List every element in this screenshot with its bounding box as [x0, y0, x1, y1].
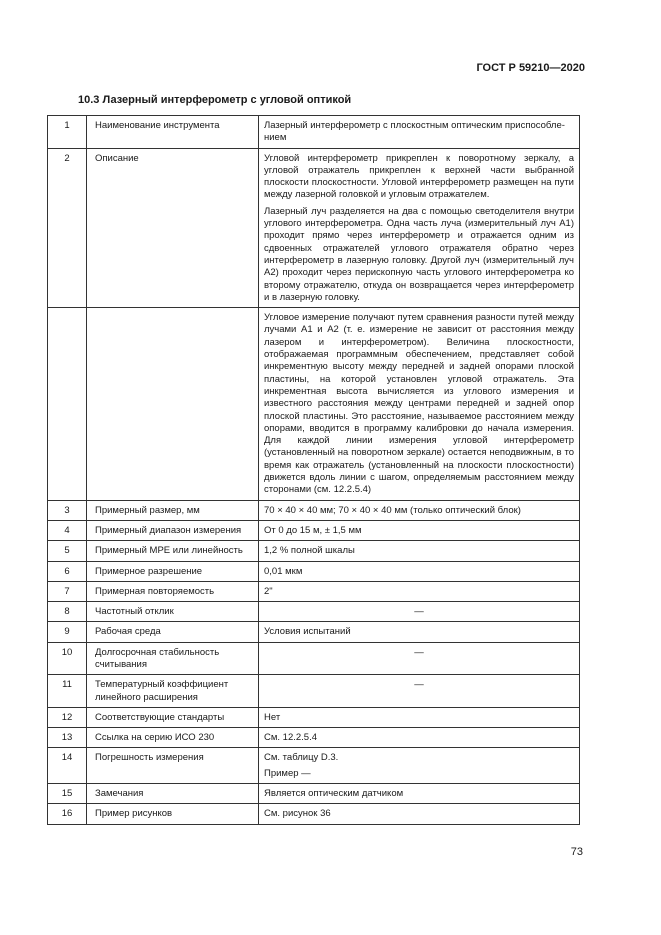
row-value: Является оптическим датчиком — [259, 784, 580, 804]
table-row — [48, 116, 580, 149]
row-number: 12 — [48, 707, 87, 727]
measurement-error-reference: См. таблицу D.3. — [264, 752, 339, 764]
row-name: Описание — [87, 148, 259, 308]
description-paragraph-1: Угловой интерферометр прикреплен к поворотному зеркалу, а угловой отражатель прикреплен к верхней части выбранной плоскости плоскостности. Угловой интерферометр размещен на пути между лазерной головкой и угловым отражателем. — [264, 152, 574, 201]
row-number: 8 — [48, 602, 87, 622]
table-row — [48, 622, 580, 642]
table-row — [48, 707, 580, 727]
table-row — [48, 148, 580, 308]
row-number: 4 — [48, 520, 87, 540]
table-row — [48, 561, 580, 581]
row-value: См. рисунок 36 — [259, 804, 580, 824]
page-number: 73 — [570, 846, 583, 858]
row-value: Условия испытаний — [259, 622, 580, 642]
row-value: См. 12.2.5.4 — [259, 728, 580, 748]
row-value: 1,2 % полной шкалы — [259, 541, 580, 561]
table-row — [48, 642, 580, 675]
row-number: 2 — [48, 148, 87, 308]
row-name: Замечания — [87, 784, 259, 804]
table-row — [48, 748, 580, 784]
row-name: Примерный диапазон измерения — [87, 520, 259, 540]
row-value — [259, 602, 580, 622]
table-row — [48, 500, 580, 520]
table-row — [48, 728, 580, 748]
table-row — [48, 308, 580, 500]
row-number: 3 — [48, 500, 87, 520]
row-value: Лазерный интерферометр с плоскостным оптическим приспособле-нием — [259, 116, 580, 149]
row-value — [259, 675, 580, 708]
instrument-table — [47, 115, 580, 825]
row-number: 11 — [48, 675, 87, 708]
row-value: От 0 до 15 м, ± 1,5 мм — [259, 520, 580, 540]
table-row — [48, 602, 580, 622]
row-number: 13 — [48, 728, 87, 748]
row-number: 6 — [48, 561, 87, 581]
row-number: 15 — [48, 784, 87, 804]
measurement-error-example: Пример — — [264, 767, 311, 779]
description-paragraph-2: Лазерный луч разделяется на два с помощью светоделителя внутри углового интерферометра. Одна часть луча (измерительный луч А1) проходит прямо через интерферометр и отражается одним из сдвоенных отражателей углового отражателя обратно через интерферометр в лазерную головку. Другой луч (измерительный луч А2) проходит через перископную часть углового интерферометра ко второму отражателю, откуда он возвращается через интерферометр и в лазерную головку. — [264, 205, 574, 303]
description-paragraph-3: Угловое измерение получают путем сравнения разности путей между лучами А1 и А2 (т. е. измерение не зависит от расстояния между лазером и интерферометром). Величина плоскостности, отображаемая программным обеспечением, представляет собой инкрементную высоту между передней и задней опорами плоской пластины, на которой установлен угловой отражатель. Эта инкрементная высота вычисляется из углового измерения и известного расстояния между центрами передней и задней опор плоской пластины. Это расстояние, называемое расстоянием между опорами, вводится в программу калибровки до начала измерения. Для каждой линии измерения угловой интерферометр (установленный на поворотном зеркале) остается неподвижным, в то время как отражатель (установленный на плоскости плоскостности) движется вдоль линии с шагом, определяемым расстоянием между сторонами (см. 12.2.5.4) — [264, 312, 574, 496]
table-row — [48, 541, 580, 561]
table-row — [48, 804, 580, 824]
row-name — [87, 308, 259, 500]
row-name: Частотный отклик — [87, 602, 259, 622]
row-name: Ссылка на серию ИСО 230 — [87, 728, 259, 748]
row-number: 16 — [48, 804, 87, 824]
row-name: Примерное разрешение — [87, 561, 259, 581]
row-name: Погрешность измерения — [87, 748, 259, 784]
row-value: Нет — [259, 707, 580, 727]
row-name: Пример рисунков — [87, 804, 259, 824]
row-number: 7 — [48, 581, 87, 601]
section-title: 10.3 Лазерный интерферометр с угловой оптикой — [78, 94, 352, 106]
row-value: 70 × 40 × 40 мм; 70 × 40 × 40 мм (только оптический блок) — [259, 500, 580, 520]
table-row — [48, 675, 580, 708]
empty-value-dash: — — [414, 679, 424, 691]
empty-value-dash: — — [414, 646, 424, 658]
row-number: 10 — [48, 642, 87, 675]
document-header: ГОСТ Р 59210—2020 — [476, 62, 585, 74]
row-value — [259, 748, 580, 784]
row-number: 14 — [48, 748, 87, 784]
row-value: 0,01 мкм — [259, 561, 580, 581]
row-name: Температурный коэффициент линейного расширения — [87, 675, 259, 708]
row-name: Соответствующие стандарты — [87, 707, 259, 727]
row-value — [259, 642, 580, 675]
row-number: 9 — [48, 622, 87, 642]
table-row — [48, 581, 580, 601]
row-name: Примерная повторяемость — [87, 581, 259, 601]
row-value — [259, 308, 580, 500]
row-number — [48, 308, 87, 500]
row-number: 5 — [48, 541, 87, 561]
row-name: Долгосрочная стабильность считывания — [87, 642, 259, 675]
row-value — [259, 148, 580, 308]
empty-value-dash: — — [414, 606, 424, 618]
row-number: 1 — [48, 116, 87, 149]
row-name: Примерный MPE или линейность — [87, 541, 259, 561]
row-name: Примерный размер, мм — [87, 500, 259, 520]
table-row — [48, 784, 580, 804]
row-name: Рабочая среда — [87, 622, 259, 642]
row-name: Наименование инструмента — [87, 116, 259, 149]
table-row — [48, 520, 580, 540]
row-value: 2" — [259, 581, 580, 601]
